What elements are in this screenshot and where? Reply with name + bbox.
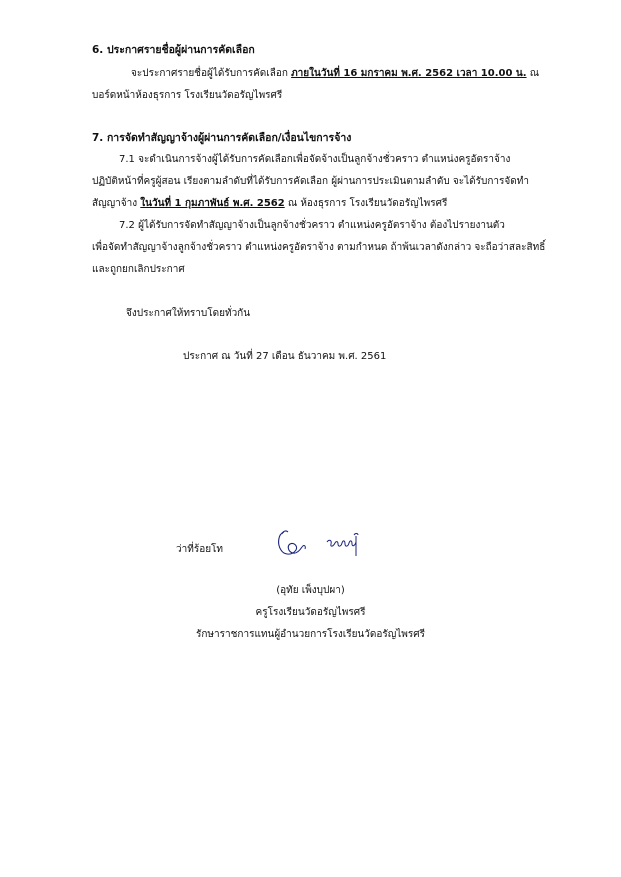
signer-position: ครูโรงเรียนวัดอรัญไพรศรี bbox=[255, 607, 366, 618]
section-7-1-line-1: 7.1 จะดำเนินการจ้างผู้ได้รับการคัดเลือกเพื่อจัดจ้างเป็นลูกจ้างชั่วคราว ตำแหน่งครูอัตราจ้าง bbox=[119, 154, 511, 165]
section-7-1-line-2: ปฏิบัติหน้าที่ครูผู้สอน เรียงตามลำดับที่ได้รับการคัดเลือก ผู้ผ่านการประเมินตามลำดับ จะได้รับการจัดทำ bbox=[92, 176, 529, 187]
signer-name: (อุทัย เพ็งบุปผา) bbox=[276, 585, 345, 596]
section-7-1-contract-date: ในวันที่ 1 กุมภาพันธ์ พ.ศ. 2562 bbox=[140, 198, 285, 209]
signer-acting-position: รักษาราชการแทนผู้อำนวยการโรงเรียนวัดอรัญไพรศรี bbox=[196, 629, 425, 640]
section-7-heading: 7. การจัดทำสัญญาจ้างผู้ผ่านการคัดเลือก/เงื่อนไขการจ้าง bbox=[92, 132, 352, 144]
section-6-deadline: ภายในวันที่ 16 มกราคม พ.ศ. 2562 เวลา 10.00 น. bbox=[291, 68, 527, 79]
section-6-line-1-prefix: จะประกาศรายชื่อผู้ได้รับการคัดเลือก bbox=[131, 68, 292, 79]
section-6-heading: 6. ประกาศรายชื่อผู้ผ่านการคัดเลือก bbox=[92, 44, 255, 56]
section-7-2-line-2: เพื่อจัดทำสัญญาจ้างลูกจ้างชั่วคราว ตำแหน่งครูอัตราจ้าง ตามกำหนด ถ้าพ้นเวลาดังกล่าว จะถือว่าสละสิทธิ์ bbox=[92, 242, 546, 253]
section-7-1-line-3 bbox=[92, 197, 447, 211]
section-6-line-1 bbox=[131, 67, 539, 81]
closing-statement: จึงประกาศให้ทราบโดยทั่วกัน bbox=[126, 308, 251, 319]
section-7-2-line-3: และถูกยกเลิกประกาศ bbox=[92, 264, 185, 275]
announcement-date: ประกาศ ณ วันที่ 27 เดือน ธันวาคม พ.ศ. 2561 bbox=[183, 351, 387, 362]
handwritten-signature bbox=[272, 526, 382, 562]
section-7-2-line-1: 7.2 ผู้ได้รับการจัดทำสัญญาจ้างเป็นลูกจ้างชั่วคราว ตำแหน่งครูอัตราจ้าง ต้องไปรายงานตัว bbox=[119, 220, 505, 231]
section-6-line-1-suffix: ณ bbox=[526, 68, 540, 79]
signer-rank: ว่าที่ร้อยโท bbox=[176, 544, 224, 555]
section-7-1-line-3-suffix: ณ ห้องธุรการ โรงเรียนวัดอรัญไพรศรี bbox=[284, 198, 448, 209]
section-7-1-line-3-prefix: สัญญาจ้าง bbox=[92, 198, 141, 209]
section-6-line-2: บอร์ดหน้าห้องธุรการ โรงเรียนวัดอรัญไพรศรี bbox=[92, 90, 283, 101]
